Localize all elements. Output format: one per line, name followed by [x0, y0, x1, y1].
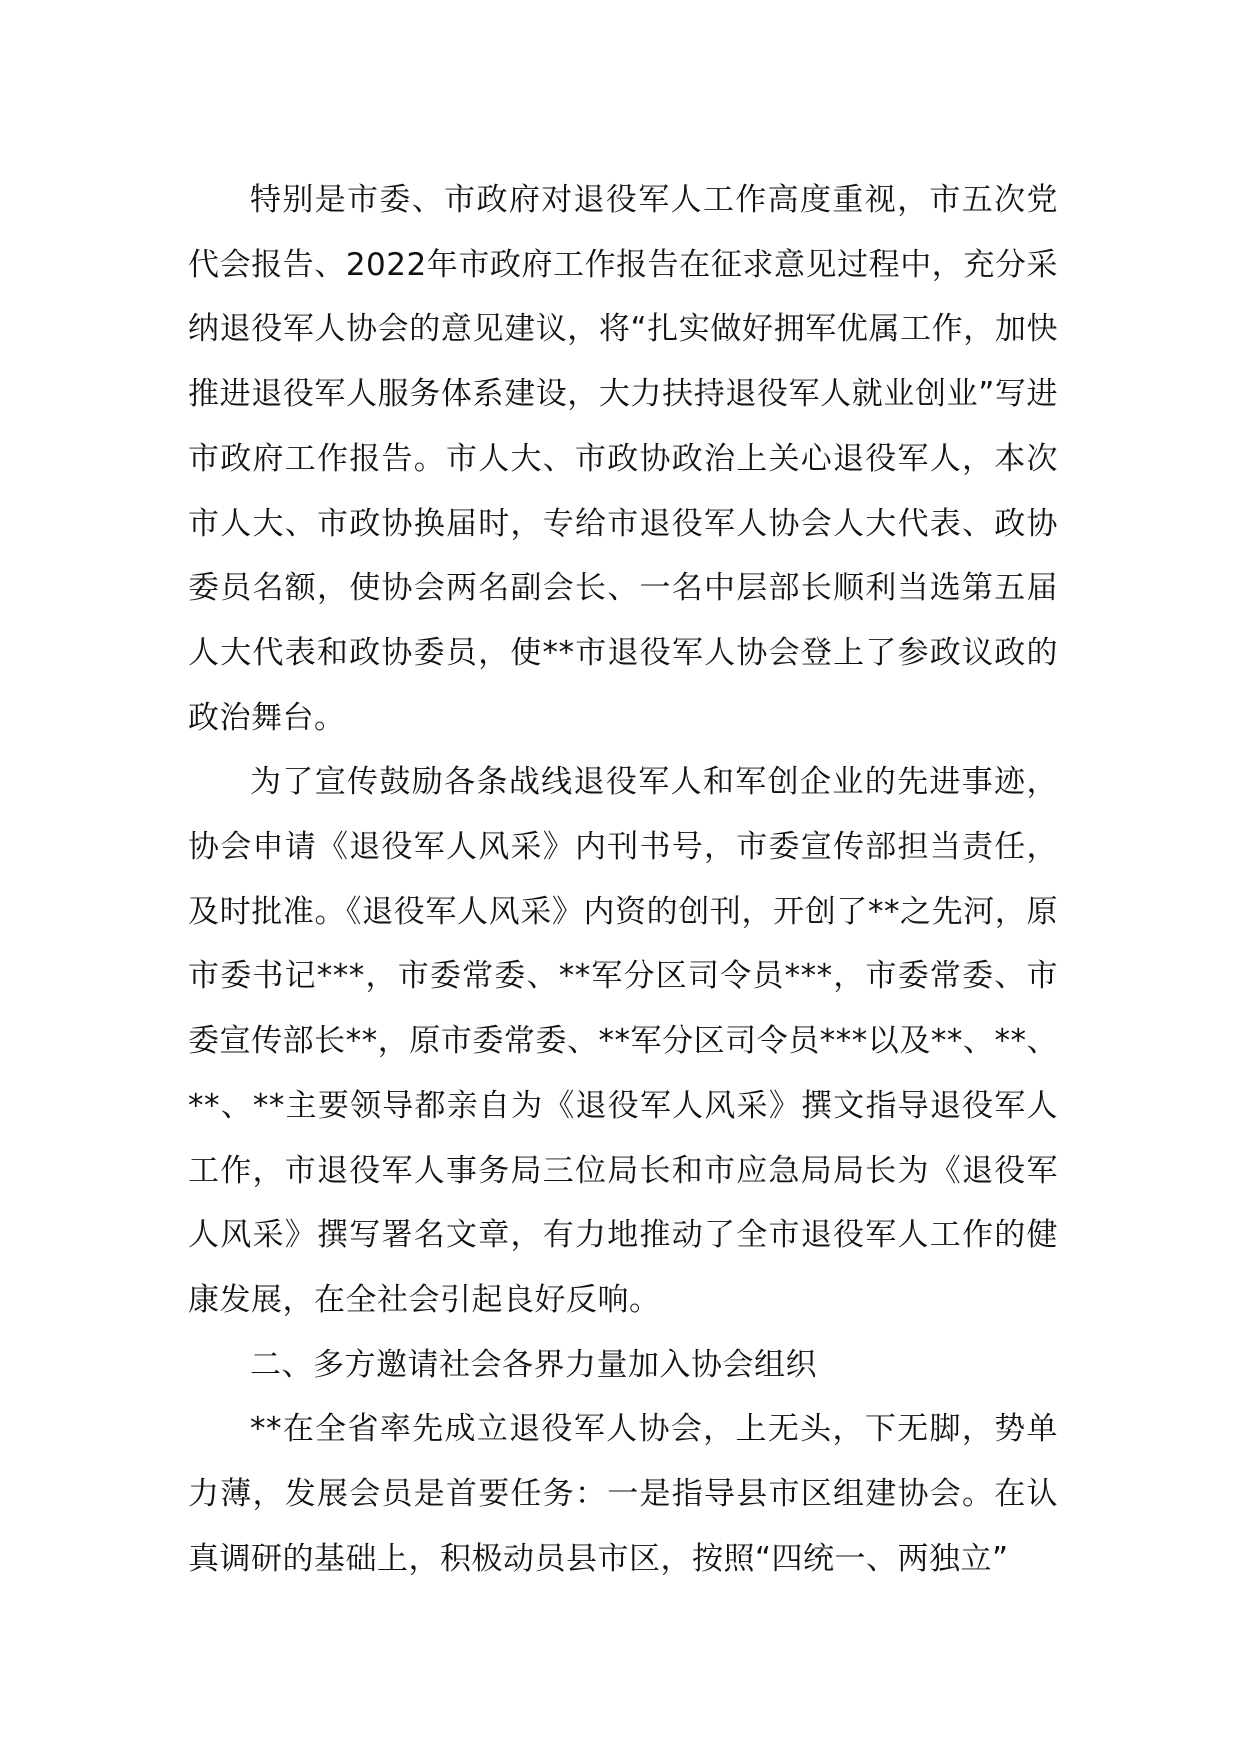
body-paragraph: 为了宣传鼓励各条战线退役军人和军创企业的先进事迹，协会申请《退役军人风采》内刊书号，市委宣传部担当责任，及时批准。《退役军人风采》内资的创刊，开创了**之先河，原市委书记***，市委常委、**军分区司令员***，市委常委、市委宣传部长**，原市委常委、**军分区司令员***以及**、**、**、**主要领导都亲自为《退役军人风采》撰文指导退役军人工作，市退役军人事务局三位局长和市应急局局长为《退役军人风采》撰写署名文章，有力地推动了全市退役军人工作的健康发展，在全社会引起良好反响。	[188, 764, 1058, 1318]
section-heading: 二、多方邀请社会各界力量加入协会组织	[250, 1346, 817, 1383]
body-paragraph: 特别是市委、市政府对退役军人工作高度重视，市五次党代会报告、2022年市政府工作报告在征求意见过程中，充分采纳退役军人协会的意见建议，将“扎实做好拥军优属工作，加快推进退役军人服务体系建设，大力扶持退役军人就业创业”写进市政府工作报告。市人大、市政协政治上关心退役军人，本次市人大、市政协换届时，专给市退役军人协会人大代表、政协委员名额，使协会两名副会长、一名中层部长顺利当选第五届人大代表和政协委员，使**市退役军人协会登上了参政议政的政治舞台。	[188, 182, 1058, 736]
body-paragraph: **在全省率先成立退役军人协会，上无头，下无脚，势单力薄，发展会员是首要任务：一是指导县市区组建协会。在认真调研的基础上，积极动员县市区，按照“四统一、两独立”	[188, 1411, 1058, 1577]
document-page	[188, 168, 1058, 1591]
